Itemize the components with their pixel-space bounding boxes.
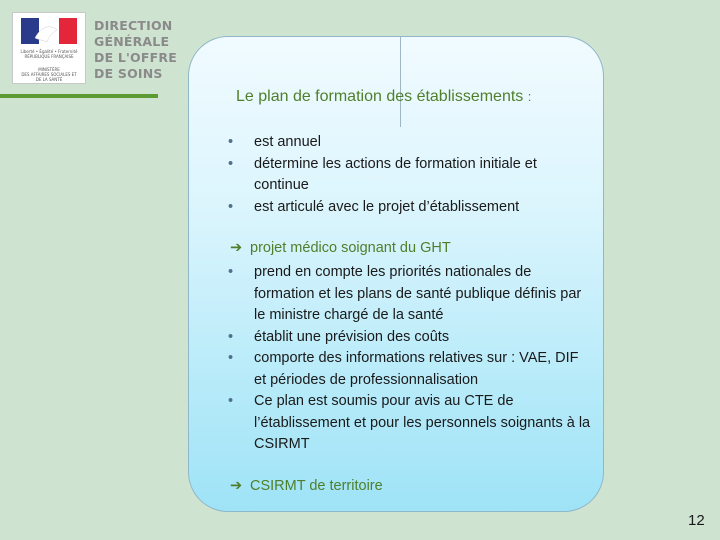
- dgos-wordmark: [94, 18, 184, 82]
- logo-motto: Liberté • Égalité • Fraternité: [20, 49, 78, 54]
- list-item-text: détermine les actions de formation initiale et continue: [254, 155, 537, 193]
- dgos-line4: DE SOINS: [94, 66, 163, 81]
- dgos-line3: DE L'OFFRE: [94, 50, 177, 65]
- logo-ministry-line1: MINISTÈRE: [38, 67, 60, 72]
- header-rule: [0, 94, 158, 98]
- list-item: [224, 132, 594, 154]
- csirmt-heading-text: CSIRMT de territoire: [250, 478, 383, 494]
- bullet-icon: •: [228, 393, 234, 409]
- page-number: 12: [688, 512, 705, 529]
- marianne-flag-icon: [21, 18, 77, 44]
- list-item: [224, 327, 594, 349]
- panel-divider-line: [400, 37, 401, 127]
- list-item-text: prend en compte les priorités nationales de formation et les plans de santé publique définis par le ministre chargé de la santé: [254, 264, 582, 323]
- list-item: [224, 262, 594, 327]
- list-item-text: établit une prévision des coûts: [254, 328, 450, 345]
- bullet-icon: •: [228, 155, 234, 172]
- dgos-line1: DIRECTION: [94, 18, 173, 33]
- list-item: [224, 348, 594, 391]
- bullet-icon: •: [228, 134, 234, 150]
- logo-republic: RÉPUBLIQUE FRANÇAISE: [24, 54, 74, 59]
- second-bullet-list: [224, 262, 594, 456]
- list-item-text: est annuel: [254, 134, 321, 150]
- ght-heading-text: projet médico soignant du GHT: [250, 240, 451, 256]
- slide-title: [236, 88, 531, 106]
- bullet-icon: •: [228, 198, 234, 215]
- arrow-right-icon: ➔: [230, 478, 243, 494]
- slide-title-text: Le plan de formation des établissements: [236, 88, 524, 105]
- list-item-text: comporte des informations relatives sur : VAE, DIF et périodes de professionnalisation: [254, 350, 579, 388]
- list-item-text: Ce plan est soumis pour avis au CTE de l’établissement et pour les personnels soignants à la CSIRMT: [254, 393, 591, 452]
- ministry-logo: [12, 12, 86, 84]
- ght-heading: [230, 240, 451, 256]
- bullet-icon: •: [228, 328, 234, 345]
- list-item: [224, 197, 594, 219]
- slide-title-colon: :: [527, 89, 532, 104]
- csirmt-heading: [230, 478, 383, 494]
- list-item-text: est articulé avec le projet d’établissement: [254, 198, 520, 215]
- arrow-right-icon: ➔: [230, 240, 243, 256]
- logo-ministry-line2: DES AFFAIRES SOCIALES ET DE LA SANTÉ: [21, 72, 77, 82]
- first-bullet-list: [224, 132, 594, 218]
- bullet-icon: •: [228, 264, 234, 280]
- dgos-line2: GÉNÉRALE: [94, 34, 170, 49]
- list-item: [224, 154, 594, 197]
- list-item: [224, 391, 594, 456]
- bullet-icon: •: [228, 350, 234, 366]
